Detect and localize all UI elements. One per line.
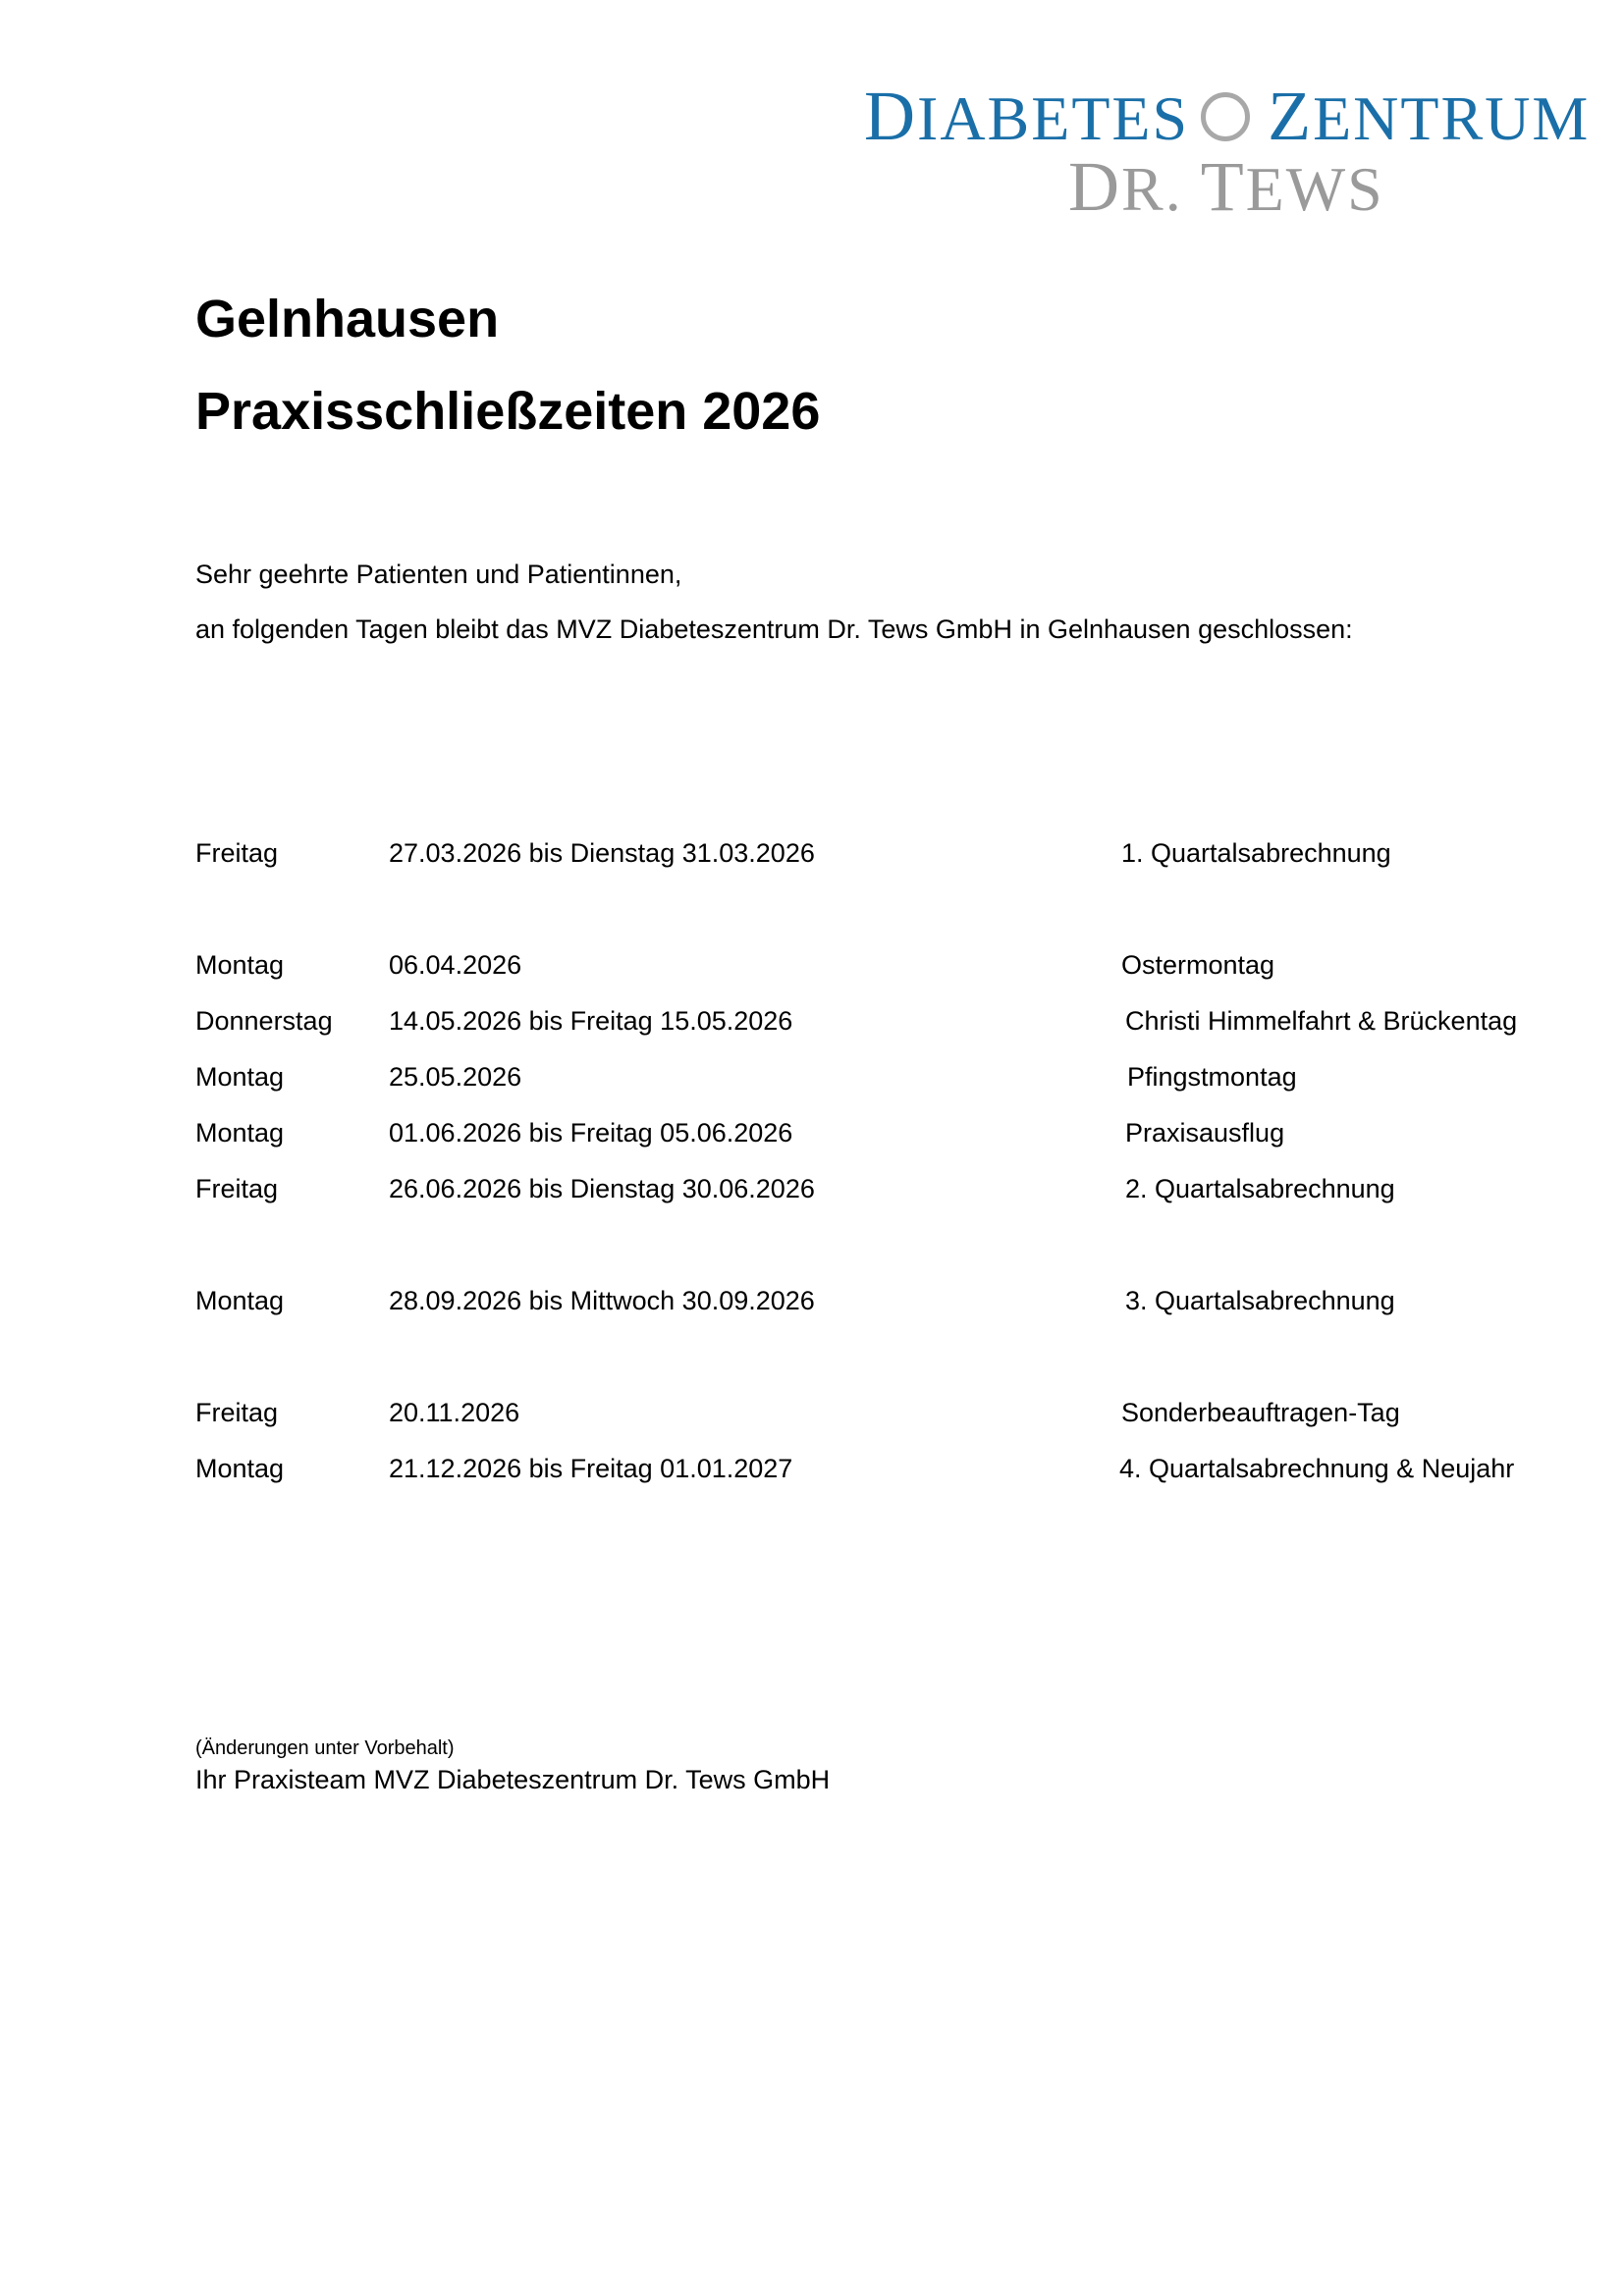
logo-line-diabetes-zentrum: DIABETES ZENTRUM (864, 77, 1591, 155)
closure-row (0, 950, 1624, 989)
logo-ring-icon (1201, 92, 1250, 141)
page-title: Praxisschließzeiten 2026 (195, 382, 821, 441)
closure-dates: 26.06.2026 bis Dienstag 30.06.2026 (389, 1174, 815, 1203)
closure-dates: 21.12.2026 bis Freitag 01.01.2027 (389, 1454, 793, 1483)
closure-dates: 28.09.2026 bis Mittwoch 30.09.2026 (389, 1286, 815, 1315)
closure-dates: 01.06.2026 bis Freitag 05.06.2026 (389, 1118, 793, 1148)
closure-reason: Ostermontag (1121, 950, 1275, 980)
closure-reason: 1. Quartalsabrechnung (1121, 838, 1391, 868)
location-heading: Gelnhausen (195, 290, 500, 348)
greeting-text: Sehr geehrte Patienten und Patientinnen, (195, 560, 682, 589)
closure-day: Montag (195, 1454, 285, 1483)
closure-row (0, 1286, 1624, 1325)
closure-day: Donnerstag (195, 1006, 333, 1036)
closure-dates: 25.05.2026 (389, 1062, 522, 1092)
closure-reason: 4. Quartalsabrechnung & Neujahr (1119, 1454, 1515, 1483)
logo-line-dr-tews: DR. TEWS (1068, 147, 1384, 226)
closure-dates: 06.04.2026 (389, 950, 522, 980)
closure-row (0, 1062, 1624, 1101)
practice-logo (864, 77, 1591, 224)
closure-dates: 20.11.2026 (389, 1398, 520, 1427)
closure-reason: Pfingstmontag (1127, 1062, 1297, 1092)
closure-dates: 14.05.2026 bis Freitag 15.05.2026 (389, 1006, 793, 1036)
closure-day: Freitag (195, 838, 279, 868)
closure-reason: 3. Quartalsabrechnung (1125, 1286, 1395, 1315)
closure-reason: Christi Himmelfahrt & Brückentag (1125, 1006, 1518, 1036)
closure-day: Montag (195, 1286, 285, 1315)
intro-text: an folgenden Tagen bleibt das MVZ Diabeteszentrum Dr. Tews GmbH in Gelnhausen geschlossen: (195, 614, 1353, 644)
closure-reason: Sonderbeauftragen-Tag (1121, 1398, 1400, 1427)
closure-day: Montag (195, 1118, 285, 1148)
closure-row (0, 1398, 1624, 1437)
closure-day: Freitag (195, 1174, 279, 1203)
closure-row (0, 1118, 1624, 1157)
closure-day: Montag (195, 950, 285, 980)
closure-reason: Praxisausflug (1125, 1118, 1285, 1148)
disclaimer-note: (Änderungen unter Vorbehalt) (195, 1737, 455, 1759)
closure-dates: 27.03.2026 bis Dienstag 31.03.2026 (389, 838, 815, 868)
closure-day: Montag (195, 1062, 285, 1092)
closure-day: Freitag (195, 1398, 279, 1427)
closure-row (0, 838, 1624, 878)
signature-text: Ihr Praxisteam MVZ Diabeteszentrum Dr. Tews GmbH (195, 1765, 831, 1794)
closure-reason: 2. Quartalsabrechnung (1125, 1174, 1395, 1203)
closure-row (0, 1454, 1624, 1493)
closure-row (0, 1174, 1624, 1213)
closure-row (0, 1006, 1624, 1045)
